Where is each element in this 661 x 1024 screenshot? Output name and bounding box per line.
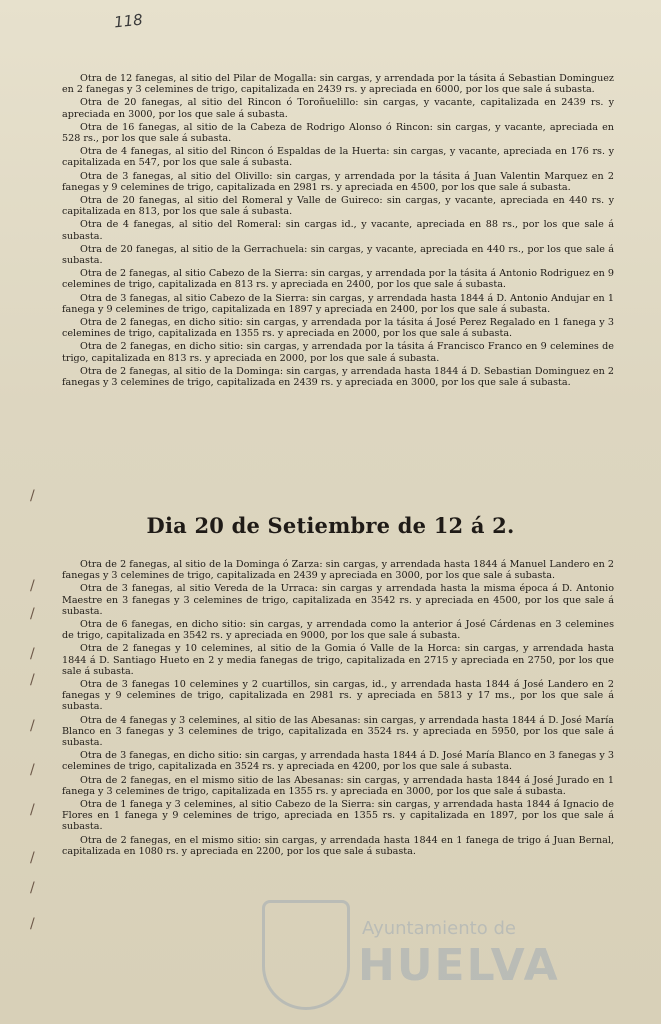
margin-mark: / xyxy=(30,718,35,734)
entry-paragraph: Otra de 2 fanegas y 10 celemines, al sitio de la Gomia ó Valle de la Horca: sin cargas, y arrendada hasta 1844 á D. Santiago Hueto en 2 y media fanegas de trigo, capitalizada en 2715 y apreciada en 2750, por los que sale á subasta. xyxy=(62,643,614,677)
entry-paragraph: Otra de 6 fanegas, en dicho sitio: sin cargas, y arrendada como la anterior á José Cárdenas en 3 celemines de trigo, capitalizada en 3542 rs. y apreciada en 9000, por los que sale á subasta. xyxy=(62,619,614,642)
margin-mark: / xyxy=(30,606,35,622)
entry-paragraph: Otra de 2 fanegas, en el mismo sitio de las Abesanas: sin cargas, y arrendada hasta 1844 á José Jurado en 1 fanega y 3 celemines de trigo, capitalizada en 1355 rs. y apreciada en 3000, por los que sale á subasta. xyxy=(62,774,614,797)
entry-paragraph: Otra de 2 fanegas, al sitio de la Dominga ó Zarza: sin cargas, y arrendada hasta 1844 á Manuel Landero en 2 fanegas y 3 celemines de trigo, capitalizada en 2439 y apreciada en 3000, por los que sale á subasta. xyxy=(62,559,614,582)
entry-paragraph: Otra de 20 fanegas, al sitio del Rincon ó Toroñuelillo: sin cargas, y vacante, capitalizada en 2439 rs. y apreciada en 3000, por los que sale á subasta. xyxy=(62,97,614,120)
entry-paragraph: Otra de 12 fanegas, al sitio del Pilar de Mogalla: sin cargas, y arrendada por la tásita á Sebastian Dominguez en 2 fanegas y 3 celemines de trigo, capitalizada en 2439 rs. y apreciada en 6000, por los que sale á subasta. xyxy=(62,73,614,96)
margin-mark: / xyxy=(30,802,35,818)
margin-mark: / xyxy=(30,880,35,896)
watermark xyxy=(262,900,592,1010)
entry-paragraph: Otra de 3 fanegas, al sitio Cabezo de la Sierra: sin cargas, y arrendada hasta 1844 á D. Antonio Andujar en 1 fanega y 9 celemines de trigo, capitalizada en 1897 y apreciada en 2400, por los que sale á subasta. xyxy=(62,292,614,315)
margin-mark: / xyxy=(30,916,35,932)
entry-paragraph: Otra de 4 fanegas y 3 celemines, al sitio de las Abesanas: sin cargas, y arrendada hasta 1844 á D. José María Blanco en 3 fanegas y 3 celemines de trigo, capitalizada en 3524 rs. y apreciada en 5950, por los que sale á subasta. xyxy=(62,714,614,749)
entry-paragraph: Otra de 16 fanegas, al sitio de la Cabeza de Rodrigo Alonso ó Rincon: sin cargas, y vacante, apreciada en 528 rs., por los que sale á subasta. xyxy=(62,121,614,145)
margin-mark: / xyxy=(30,672,35,688)
entry-paragraph: Otra de 3 fanegas, en dicho sitio: sin cargas, y arrendada hasta 1844 á D. José María Blanco en 3 fanegas y 3 celemines de trigo, capitalizada en 3524 rs. y apreciada en 4200, por los que sale á subasta. xyxy=(62,750,614,773)
entry-paragraph: Otra de 20 fanegas, al sitio de la Gerrachuela: sin cargas, y vacante, apreciada en 440 rs., por los que sale á subasta. xyxy=(62,243,614,267)
entry-paragraph: Otra de 3 fanegas, al sitio del Olivillo: sin cargas, y arrendada por la tásita á Juan Valentin Marquez en 2 fanegas y 9 celemines de trigo, capitalizada en 2981 rs. y apreciada en 4500, por los que sale á subasta. xyxy=(62,170,614,193)
watermark-line2: HUELVA xyxy=(358,940,560,991)
margin-mark: / xyxy=(30,762,35,778)
entry-paragraph: Otra de 4 fanegas, al sitio del Rincon ó Espaldas de la Huerta: sin cargas, y vacante, apreciada en 176 rs. y capitalizada en 547, por los que sale á subasta. xyxy=(62,146,614,169)
entry-paragraph: Otra de 2 fanegas, en dicho sitio: sin cargas, y arrendada por la tásita á Francisco Franco en 9 celemines de trigo, capitalizada en 813 rs. y apreciada en 2000, por los que sale á subasta. xyxy=(62,341,614,364)
entry-paragraph: Otra de 2 fanegas, al sitio Cabezo de la Sierra: sin cargas, y arrendada por la tásita á Antonio Rodriguez en 9 celemines de trigo, capitalizada en 813 rs. y apreciada en 2400, por los que sale á subasta. xyxy=(62,268,614,291)
watermark-line1: Ayuntamiento de xyxy=(362,918,516,939)
entry-paragraph: Otra de 2 fanegas, en dicho sitio: sin cargas, y arrendada por la tásita á José Perez Regalado en 1 fanega y 3 celemines de trigo, capitalizada en 1355 rs. y apreciada en 2000, por los que sale á subasta. xyxy=(62,317,614,340)
margin-mark: / xyxy=(30,850,35,866)
margin-mark: / xyxy=(30,578,35,594)
entries-section-1 xyxy=(62,73,614,390)
folio-number: 118 xyxy=(113,10,144,32)
margin-mark: / xyxy=(30,488,35,504)
entry-paragraph: Otra de 2 fanegas, al sitio de la Dominga: sin cargas, y arrendada hasta 1844 á D. Sebastian Dominguez en 2 fanegas y 3 celemines de trigo, capitalizada en 2439 rs. y apreciada en 3000, por los que sale á subasta. xyxy=(62,365,614,389)
entry-paragraph: Otra de 20 fanegas, al sitio del Romeral y Valle de Guireco: sin cargas, y vacante, apreciada en 440 rs. y capitalizada en 813, por los que sale á subasta. xyxy=(62,195,614,218)
margin-mark: / xyxy=(30,646,35,662)
entry-paragraph: Otra de 4 fanegas, al sitio del Romeral: sin cargas id., y vacante, apreciada en 88 rs., por los que sale á subasta. xyxy=(62,219,614,242)
entry-paragraph: Otra de 2 fanegas, en el mismo sitio: sin cargas, y arrendada hasta 1844 en 1 fanega de trigo á Juan Bernal, capitalizada en 1080 rs. y apreciada en 2200, por los que sale á subasta. xyxy=(62,834,614,857)
entry-paragraph: Otra de 1 fanega y 3 celemines, al sitio Cabezo de la Sierra: sin cargas, y arrendada hasta 1844 á Ignacio de Flores en 1 fanega y 9 celemines de trigo, apreciada en 1355 rs. y capitalizada en 1897, por los que sale á subasta. xyxy=(62,799,614,833)
entry-paragraph: Otra de 3 fanegas, al sitio Vereda de la Urraca: sin cargas y arrendada hasta la misma época á D. Antonio Maestre en 3 fanegas y 3 celemines de trigo, capitalizada en 3542 rs. y apreciada en 4500, por los que sale á subasta. xyxy=(62,583,614,617)
section-heading: Dia 20 de Setiembre de 12 á 2. xyxy=(146,513,515,538)
shield-crest-icon xyxy=(262,900,350,1010)
entries-section-2 xyxy=(62,559,614,859)
entry-paragraph: Otra de 3 fanegas 10 celemines y 2 cuartillos, sin cargas, id., y arrendada hasta 1844 á José Landero en 2 fanegas y 9 celemines de trigo, capitalizada en 2981 rs. y apreciada en 5813 y 17 ms., por los que sale á subasta. xyxy=(62,679,614,713)
